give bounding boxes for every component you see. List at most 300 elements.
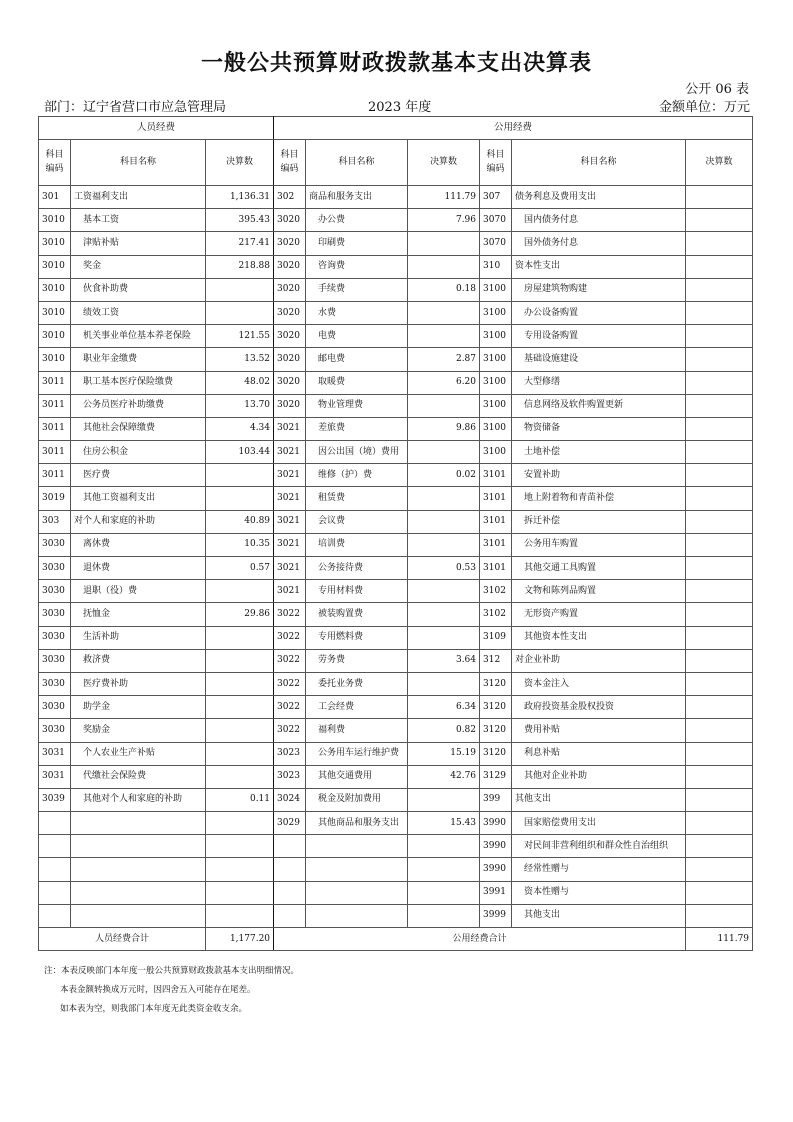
public-code-cell: 3070 [480,209,512,232]
public-total-label: 公用经费合计 [274,928,686,951]
public-amount-cell [686,557,753,580]
public-code-cell: 3999 [480,904,512,927]
personnel-amount-cell [206,672,274,695]
public-code-cell: 3020 [274,371,306,394]
table-row [39,510,753,533]
public-amount-cell: 9.86 [408,417,480,440]
public-amount-cell [408,835,480,858]
public-code-cell: 3101 [480,464,512,487]
personnel-name-cell: 离休费 [71,533,206,556]
personnel-code-cell: 3030 [39,696,71,719]
personnel-amount-cell: 218.88 [206,255,274,278]
public-amount-cell [686,649,753,672]
public-code-cell: 3120 [480,719,512,742]
public-name-cell: 其他交通工具购置 [512,557,686,580]
public-name-cell: 政府投资基金股权投资 [512,696,686,719]
personnel-code-cell: 3030 [39,626,71,649]
personnel-name-cell: 工资福利支出 [71,186,206,209]
public-amount-cell [408,881,480,904]
personnel-amount-cell [206,487,274,510]
personnel-name-cell [71,881,206,904]
personnel-amount-cell: 4.34 [206,417,274,440]
public-code-cell: 3109 [480,626,512,649]
public-name-cell: 税金及附加费用 [306,788,408,811]
table-row [39,649,753,672]
expenditure-table [38,116,753,951]
public-name-cell: 其他资本性支出 [512,626,686,649]
table-row [39,371,753,394]
personnel-amount-cell [206,835,274,858]
public-amount-cell [686,394,753,417]
public-code-cell: 3021 [274,510,306,533]
personnel-code-cell: 3011 [39,441,71,464]
personnel-name-cell [71,904,206,927]
public-name-cell: 大型修缮 [512,371,686,394]
personnel-amount-cell [206,742,274,765]
public-amount-cell [686,881,753,904]
public-name-cell: 商品和服务支出 [306,186,408,209]
table-row [39,394,753,417]
public-name-cell: 专用设备购置 [512,325,686,348]
public-name-cell: 利息补贴 [512,742,686,765]
column-header-row [39,140,753,186]
public-amount-cell [686,765,753,788]
personnel-code-cell: 3010 [39,255,71,278]
table-row [39,742,753,765]
public-code-cell [274,835,306,858]
public-amount-cell [686,812,753,835]
public-code-cell: 3020 [274,325,306,348]
public-amount-cell: 15.43 [408,812,480,835]
totals-row [39,928,753,951]
public-name-cell: 资本性支出 [512,255,686,278]
public-code-cell: 3991 [480,881,512,904]
public-amount-cell: 111.79 [408,186,480,209]
table-row [39,441,753,464]
personnel-name-cell: 对个人和家庭的补助 [71,510,206,533]
public-name-cell: 资本金注入 [512,672,686,695]
public-amount-cell [686,510,753,533]
public-amount-cell: 3.64 [408,649,480,672]
public-amount-cell: 7.96 [408,209,480,232]
public-name-cell: 对企业补助 [512,649,686,672]
public-name-cell: 取暖费 [306,371,408,394]
personnel-code-cell: 3030 [39,533,71,556]
personnel-amount-cell: 1,136.31 [206,186,274,209]
table-row [39,788,753,811]
table-row [39,557,753,580]
public-amount-cell: 0.82 [408,719,480,742]
personnel-code-cell: 3010 [39,348,71,371]
public-name-cell [306,881,408,904]
public-code-cell: 3023 [274,742,306,765]
personnel-name-cell: 助学金 [71,696,206,719]
personnel-name-cell: 奖金 [71,255,206,278]
personnel-name-cell: 职工基本医疗保险缴费 [71,371,206,394]
footnote: 如本表为空，则我部门本年度无此类资金收支余。 [60,1004,248,1014]
public-code-cell: 3120 [480,696,512,719]
public-amount-cell: 42.76 [408,765,480,788]
public-name-cell: 被装购置费 [306,603,408,626]
public-code-cell: 3022 [274,603,306,626]
public-name-cell: 土地补偿 [512,441,686,464]
public-amount-cell [408,325,480,348]
table-row [39,858,753,881]
personnel-code-cell: 3030 [39,603,71,626]
personnel-code-cell: 303 [39,510,71,533]
public-code-cell: 3022 [274,696,306,719]
public-code-cell: 3021 [274,580,306,603]
public-code-cell: 310 [480,255,512,278]
public-amount-cell [686,464,753,487]
personnel-amount-cell [206,858,274,881]
table-row [39,881,753,904]
public-amount-cell [408,603,480,626]
public-name-cell: 债务利息及费用支出 [512,186,686,209]
public-code-cell: 3020 [274,278,306,301]
public-name-cell: 其他交通费用 [306,765,408,788]
table-row [39,603,753,626]
public-amount-cell [686,348,753,371]
public-amount-cell [686,186,753,209]
public-amount-cell [686,441,753,464]
personnel-code-cell: 3030 [39,719,71,742]
public-amount-cell: 6.20 [408,371,480,394]
public-name-cell: 拆迁补偿 [512,510,686,533]
public-code-cell: 3022 [274,649,306,672]
personnel-name-cell [71,858,206,881]
table-row [39,301,753,324]
personnel-name-cell [71,812,206,835]
public-code-cell: 3100 [480,278,512,301]
public-code-cell: 312 [480,649,512,672]
col-header-name: 科目名称 [306,140,408,186]
form-number: 公开 06 表 [685,82,749,97]
personnel-amount-cell [206,881,274,904]
table-row [39,672,753,695]
table-row [39,325,753,348]
personnel-amount-cell: 10.35 [206,533,274,556]
public-amount-cell [686,209,753,232]
public-code-cell [274,858,306,881]
public-code-cell: 3101 [480,533,512,556]
public-amount-cell [686,325,753,348]
public-name-cell [306,835,408,858]
public-code-cell: 3022 [274,719,306,742]
public-amount-cell [686,533,753,556]
public-amount-cell [686,626,753,649]
personnel-code-cell [39,904,71,927]
public-code-cell: 3990 [480,812,512,835]
public-code-cell: 3020 [274,301,306,324]
public-name-cell: 无形资产购置 [512,603,686,626]
public-amount-cell [408,487,480,510]
public-amount-cell [686,904,753,927]
public-name-cell: 因公出国（境）费用 [306,441,408,464]
public-amount-cell [686,858,753,881]
public-name-cell: 其他商品和服务支出 [306,812,408,835]
table-row [39,835,753,858]
public-amount-cell: 6.34 [408,696,480,719]
public-code-cell: 3021 [274,464,306,487]
personnel-amount-cell: 395.43 [206,209,274,232]
public-name-cell: 培训费 [306,533,408,556]
public-name-cell: 物业管理费 [306,394,408,417]
table-row [39,812,753,835]
public-code-cell: 3020 [274,255,306,278]
public-code-cell: 399 [480,788,512,811]
public-name-cell: 基础设施建设 [512,348,686,371]
public-amount-cell [408,580,480,603]
public-amount-cell: 0.18 [408,278,480,301]
public-name-cell: 租赁费 [306,487,408,510]
table-row [39,278,753,301]
public-amount-cell [408,441,480,464]
personnel-code-cell: 3011 [39,394,71,417]
personnel-name-cell: 救济费 [71,649,206,672]
personnel-code-cell: 3010 [39,232,71,255]
public-amount-cell [686,672,753,695]
public-code-cell: 3021 [274,557,306,580]
page-title: 一般公共预算财政拨款基本支出决算表 [200,51,592,76]
personnel-code-cell: 301 [39,186,71,209]
personnel-code-cell: 3011 [39,464,71,487]
public-amount-cell: 15.19 [408,742,480,765]
table-row [39,580,753,603]
table-row [39,417,753,440]
personnel-code-cell: 3030 [39,557,71,580]
public-name-cell: 对民间非营利组织和群众性自治组织 [512,835,686,858]
public-name-cell: 办公设备购置 [512,301,686,324]
table-row [39,696,753,719]
public-name-cell: 劳务费 [306,649,408,672]
public-code-cell: 307 [480,186,512,209]
public-name-cell: 公务用车购置 [512,533,686,556]
public-amount-cell [686,487,753,510]
public-name-cell: 办公费 [306,209,408,232]
personnel-code-cell: 3030 [39,580,71,603]
public-amount-cell [408,255,480,278]
public-name-cell: 手续费 [306,278,408,301]
personnel-name-cell: 个人农业生产补贴 [71,742,206,765]
personnel-amount-cell: 29.86 [206,603,274,626]
group-header-public: 公用经费 [274,117,753,140]
public-code-cell: 3022 [274,672,306,695]
public-code-cell: 3100 [480,371,512,394]
table-row [39,186,753,209]
public-name-cell: 房屋建筑物购建 [512,278,686,301]
personnel-code-cell [39,835,71,858]
public-code-cell: 3020 [274,348,306,371]
public-name-cell: 其他对企业补助 [512,765,686,788]
personnel-name-cell: 其他社会保障缴费 [71,417,206,440]
personnel-code-cell: 3010 [39,325,71,348]
footnotes [44,962,299,1019]
footnote: 本表金额转换成万元时，因四舍五入可能存在尾差。 [60,985,256,995]
public-name-cell: 经常性赠与 [512,858,686,881]
table-row [39,719,753,742]
public-amount-cell [686,278,753,301]
personnel-amount-cell [206,719,274,742]
personnel-name-cell: 机关事业单位基本养老保险 [71,325,206,348]
public-code-cell: 3024 [274,788,306,811]
personnel-name-cell: 基本工资 [71,209,206,232]
public-code-cell: 3029 [274,812,306,835]
personnel-code-cell: 3031 [39,765,71,788]
public-code-cell: 3020 [274,232,306,255]
personnel-code-cell: 3030 [39,672,71,695]
public-name-cell: 印刷费 [306,232,408,255]
public-amount-cell [408,394,480,417]
personnel-amount-cell [206,626,274,649]
public-amount-cell [686,742,753,765]
public-total-value: 111.79 [686,928,753,951]
public-name-cell: 会议费 [306,510,408,533]
personnel-name-cell: 其他对个人和家庭的补助 [71,788,206,811]
personnel-name-cell: 伙食补助费 [71,278,206,301]
personnel-code-cell: 3011 [39,417,71,440]
public-name-cell: 公务用车运行维护费 [306,742,408,765]
personnel-code-cell: 3010 [39,209,71,232]
public-amount-cell [686,603,753,626]
public-code-cell: 3021 [274,441,306,464]
public-code-cell: 3023 [274,765,306,788]
public-name-cell: 信息网络及软件购置更新 [512,394,686,417]
public-name-cell: 电费 [306,325,408,348]
col-header-name: 科目名称 [71,140,206,186]
public-code-cell: 3101 [480,510,512,533]
col-header-code: 科目编码 [274,140,306,186]
personnel-name-cell: 其他工资福利支出 [71,487,206,510]
col-header-amount: 决算数 [686,140,753,186]
public-code-cell [274,904,306,927]
public-code-cell: 3020 [274,394,306,417]
personnel-name-cell: 退职（役）费 [71,580,206,603]
personnel-total-label: 人员经费合计 [39,928,206,951]
public-name-cell: 安置补助 [512,464,686,487]
col-header-name: 科目名称 [512,140,686,186]
personnel-code-cell [39,858,71,881]
public-code-cell: 3100 [480,301,512,324]
personnel-code-cell: 3039 [39,788,71,811]
public-code-cell: 3100 [480,325,512,348]
public-code-cell: 3100 [480,417,512,440]
public-code-cell: 3100 [480,441,512,464]
public-code-cell: 3101 [480,557,512,580]
public-amount-cell [408,904,480,927]
public-amount-cell: 2.87 [408,348,480,371]
personnel-name-cell: 绩效工资 [71,301,206,324]
personnel-name-cell: 医疗费补助 [71,672,206,695]
public-name-cell: 维修（护）费 [306,464,408,487]
public-amount-cell [686,696,753,719]
public-code-cell: 3990 [480,835,512,858]
public-code-cell: 3021 [274,417,306,440]
public-code-cell: 3100 [480,394,512,417]
col-header-amount: 决算数 [206,140,274,186]
col-header-code: 科目编码 [39,140,71,186]
public-name-cell: 地上附着物和青苗补偿 [512,487,686,510]
table-row [39,464,753,487]
public-name-cell: 水费 [306,301,408,324]
public-amount-cell [686,255,753,278]
public-name-cell: 工会经费 [306,696,408,719]
table-row [39,904,753,927]
personnel-name-cell: 抚恤金 [71,603,206,626]
department-label: 部门：辽宁省营口市应急管理局 [44,100,227,115]
table-row [39,209,753,232]
personnel-amount-cell: 0.57 [206,557,274,580]
personnel-amount-cell: 13.52 [206,348,274,371]
personnel-name-cell: 奖励金 [71,719,206,742]
public-name-cell: 其他支出 [512,904,686,927]
personnel-name-cell: 住房公积金 [71,441,206,464]
personnel-amount-cell [206,649,274,672]
public-code-cell: 3022 [274,626,306,649]
public-amount-cell [408,301,480,324]
unit-label: 金额单位：万元 [658,100,750,115]
personnel-name-cell: 生活补助 [71,626,206,649]
table-row [39,533,753,556]
personnel-amount-cell [206,464,274,487]
table-row [39,348,753,371]
public-code-cell: 3070 [480,232,512,255]
personnel-name-cell: 职业年金缴费 [71,348,206,371]
personnel-name-cell: 津贴补贴 [71,232,206,255]
public-amount-cell: 0.53 [408,557,480,580]
public-code-cell: 3120 [480,672,512,695]
group-header-personnel: 人员经费 [39,117,274,140]
public-name-cell: 委托业务费 [306,672,408,695]
public-name-cell: 国家赔偿费用支出 [512,812,686,835]
public-amount-cell [408,788,480,811]
public-amount-cell: 0.02 [408,464,480,487]
public-amount-cell [408,533,480,556]
public-code-cell: 302 [274,186,306,209]
public-name-cell: 公务接待费 [306,557,408,580]
public-name-cell: 邮电费 [306,348,408,371]
personnel-name-cell: 公务员医疗补助缴费 [71,394,206,417]
col-header-code: 科目编码 [480,140,512,186]
public-name-cell: 物资储备 [512,417,686,440]
public-code-cell: 3120 [480,742,512,765]
public-amount-cell [686,417,753,440]
personnel-code-cell [39,812,71,835]
personnel-amount-cell [206,765,274,788]
public-name-cell [306,858,408,881]
public-name-cell: 差旅费 [306,417,408,440]
group-header-row [39,117,753,140]
table-row [39,626,753,649]
personnel-amount-cell [206,696,274,719]
personnel-amount-cell: 103.44 [206,441,274,464]
personnel-code-cell: 3019 [39,487,71,510]
personnel-code-cell: 3011 [39,371,71,394]
personnel-amount-cell: 13.70 [206,394,274,417]
personnel-amount-cell: 40.89 [206,510,274,533]
col-header-amount: 决算数 [408,140,480,186]
public-amount-cell [686,232,753,255]
public-name-cell: 文物和陈列品购置 [512,580,686,603]
public-code-cell [274,881,306,904]
personnel-amount-cell [206,580,274,603]
personnel-amount-cell [206,278,274,301]
personnel-code-cell: 3031 [39,742,71,765]
public-name-cell: 专用材料费 [306,580,408,603]
public-name-cell: 福利费 [306,719,408,742]
public-name-cell: 其他支出 [512,788,686,811]
public-code-cell: 3129 [480,765,512,788]
